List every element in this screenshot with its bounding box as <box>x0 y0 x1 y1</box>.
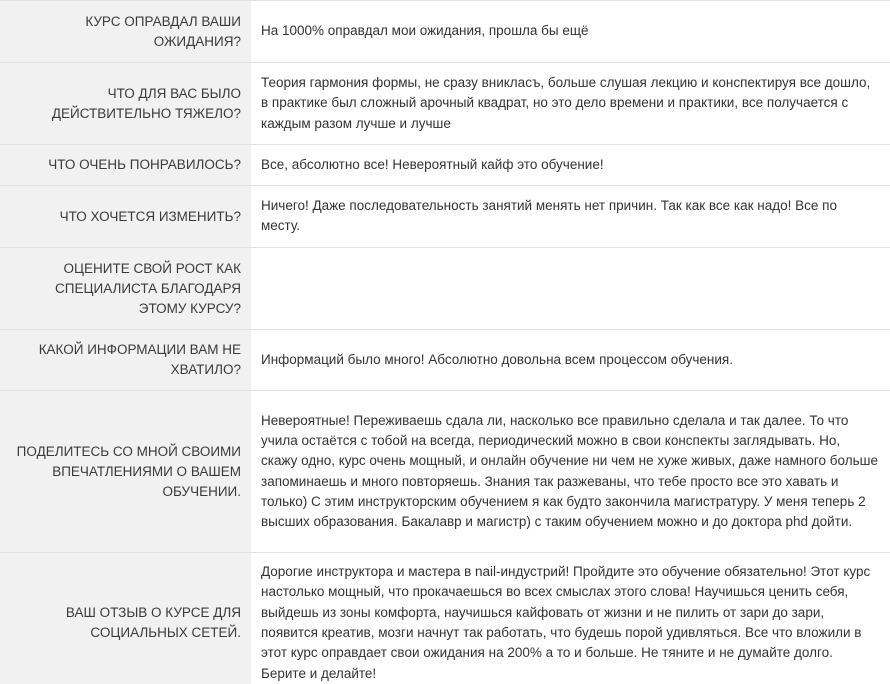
question-cell: КАКОЙ ИНФОРМАЦИИ ВАМ НЕ ХВАТИЛО? <box>0 330 251 390</box>
question-cell: ЧТО ДЛЯ ВАС БЫЛО ДЕЙСТВИТЕЛЬНО ТЯЖЕЛО? <box>0 63 251 144</box>
table-row <box>0 553 890 684</box>
answer-cell: Информаций было много! Абсолютно довольна всем процессом обучения. <box>261 351 733 367</box>
table-row <box>0 391 890 553</box>
answer-cell: Теория гармония формы, не сразу вникласъ, больше слушая лекцию и конспектируя все дошло, в практике был сложный арочный квадрат, но это дело времени и практики, все получается с каждым разом лучше и лучше <box>261 75 871 131</box>
question-cell: ВАШ ОТЗЫВ О КУРСЕ ДЛЯ СОЦИАЛЬНЫХ СЕТЕЙ. <box>0 553 251 684</box>
answer-cell: Ничего! Даже последовательность занятий менять нет причин. Так как все как надо! Все по месту. <box>261 198 837 234</box>
question-cell: ЧТО ХОЧЕТСЯ ИЗМЕНИТЬ? <box>0 186 251 247</box>
table-row <box>0 186 890 248</box>
answer-cell: Невероятные! Переживаешь сдала ли, насколько все правильно сделала и так далее. То что учила остаётся с тобой на всегда, периодический можно в свои конспекты заглядывать. Но, скажу одно, курс очень мощный, и онлайн обучение ни чем не хуже живых, даже намного больше запоминаешь и много повторяешь. Знания так разжеваны, что тебе просто все это хавать и только) С этим инструкторским обучением я как будто закончила магистратуру. У меня теперь 2 высших образования. Бакалавр и магистр) с таким обучением можно и до доктора phd дойти. <box>261 412 878 530</box>
table-row <box>0 63 890 145</box>
table-row <box>0 330 890 391</box>
answer-cell: На 1000% оправдал мои ожидания, прошла бы ещё <box>261 23 589 39</box>
table-row <box>0 248 890 330</box>
question-cell: ЧТО ОЧЕНЬ ПОНРАВИЛОСЬ? <box>0 145 251 185</box>
answer-cell: Дорогие инструктора и мастера в nail-индустрий! Пройдите это обучение обязательно! Этот курс настолько мощный, что прокачаешься во всех смыслах этого слова! Научишься ценить себя, выйдешь из зоны комфорта, научишься кайфовать от жизни и не пилить от зари до зари, появится креатив, мозги начнут так работать, что будешь порой удивляться. Все что вложили в этот курс оправдает свои ожидания на 200% а то и больше. Не тяните и не думайте долго. Берите и делайте! <box>261 564 871 681</box>
table-row <box>0 1 890 63</box>
table-row <box>0 145 890 186</box>
question-cell: КУРС ОПРАВДАЛ ВАШИ ОЖИДАНИЯ? <box>0 1 251 62</box>
question-cell: ОЦЕНИТЕ СВОЙ РОСТ КАК СПЕЦИАЛИСТА БЛАГОДАРЯ ЭТОМУ КУРСУ? <box>0 248 251 329</box>
question-cell: ПОДЕЛИТЕСЬ СО МНОЙ СВОИМИ ВПЕЧАТЛЕНИЯМИ О ВАШЕМ ОБУЧЕНИИ. <box>0 391 251 552</box>
answer-cell <box>251 248 890 329</box>
answer-cell: Все, абсолютно все! Невероятный кайф это обучение! <box>261 156 604 172</box>
